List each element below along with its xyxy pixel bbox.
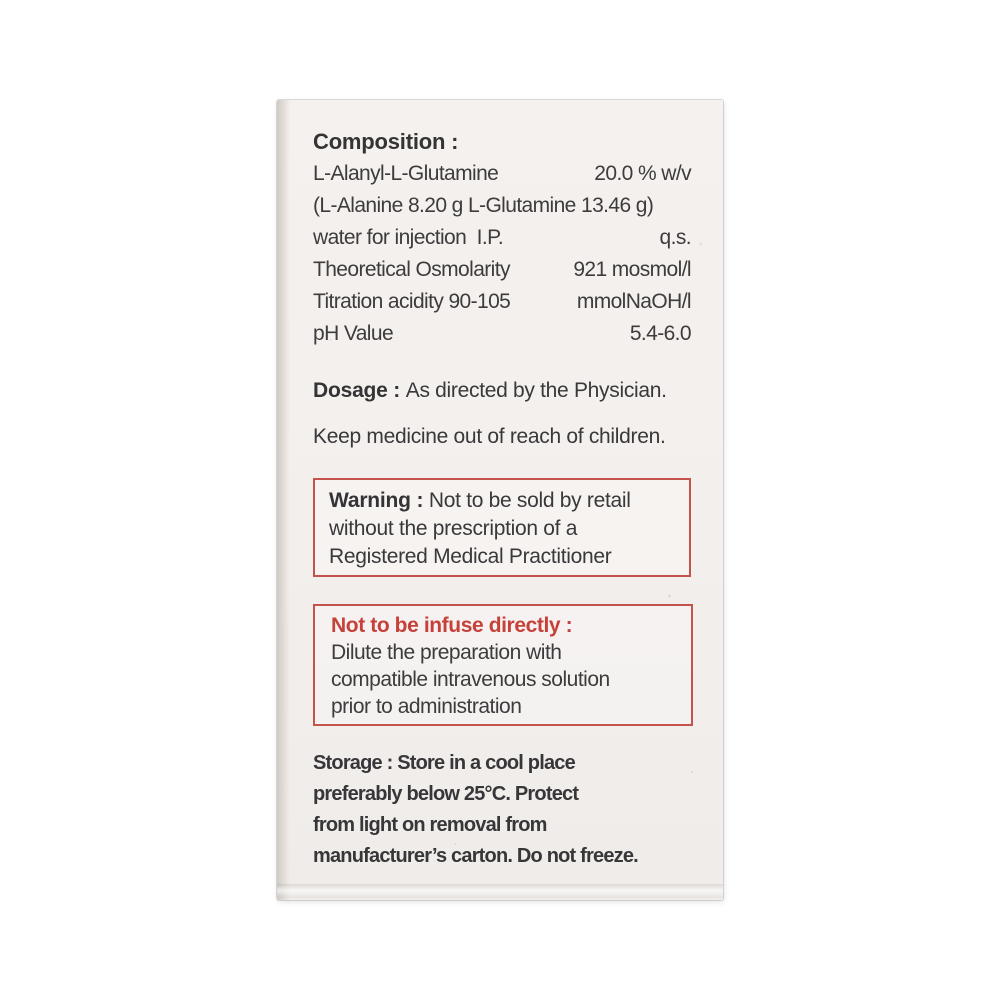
dosage-text: As directed by the Physician. — [405, 379, 667, 402]
composition-row-water — [313, 222, 691, 254]
label-panel — [277, 100, 723, 872]
ph-value: 5.4-6.0 — [629, 322, 691, 345]
warning-box — [313, 478, 691, 577]
ph-label: pH Value — [313, 322, 394, 345]
dosage-label: Dosage : — [313, 379, 406, 402]
osmolarity-label: Theoretical Osmolarity — [313, 258, 510, 281]
ingredient-strength: 20.0 % w/v — [594, 162, 691, 185]
storage-section — [313, 748, 691, 872]
not-to-infuse-line-2: compatible intravenous solution — [331, 668, 610, 691]
dosage-line — [313, 376, 691, 406]
not-to-infuse-line-3: prior to administration — [331, 695, 522, 718]
composition-row-ph — [313, 318, 691, 350]
storage-line-3: from light on removal from — [313, 814, 547, 836]
composition-section — [313, 126, 691, 350]
composition-row-active-ingredient — [313, 158, 691, 190]
warning-line-2: without the prescription of a — [329, 517, 578, 540]
osmolarity-value: 921 mosmol/l — [573, 258, 691, 281]
titration-label: Titration acidity 90-105 — [313, 290, 511, 313]
composition-row-breakdown — [313, 190, 691, 222]
composition-row-osmolarity — [313, 254, 691, 286]
warning-line-1 — [329, 487, 679, 515]
storage-line-4: manufacturer’s carton. Do not freeze. — [313, 845, 638, 867]
titration-unit: mmolNaOH/l — [576, 290, 691, 313]
not-to-infuse-heading: Not to be infuse directly : — [331, 614, 573, 637]
storage-line-1: Storage : Store in a cool place — [313, 752, 575, 774]
composition-row-titration — [313, 286, 691, 318]
not-to-infuse-box — [313, 604, 693, 726]
excipient-name: water for injection I.P. — [313, 226, 504, 249]
storage-line-2: preferably below 25°C. Protect — [313, 783, 579, 805]
ingredient-breakdown: (L-Alanine 8.20 g L-Glutamine 13.46 g) — [313, 194, 654, 217]
keep-out-of-reach-notice: Keep medicine out of reach of children. — [313, 425, 666, 448]
warning-line-1-text: Not to be sold by retail — [428, 489, 631, 512]
composition-heading: Composition : — [313, 129, 459, 154]
not-to-infuse-line-1: Dilute the preparation with — [331, 641, 562, 664]
ingredient-name: L-Alanyl-L-Glutamine — [313, 162, 499, 185]
carton-bottom-crease — [277, 884, 723, 898]
excipient-qty: q.s. — [659, 226, 691, 249]
warning-line-3: Registered Medical Practitioner — [329, 545, 612, 568]
warning-label: Warning : — [329, 489, 429, 512]
medicine-carton-back-panel — [277, 100, 723, 900]
